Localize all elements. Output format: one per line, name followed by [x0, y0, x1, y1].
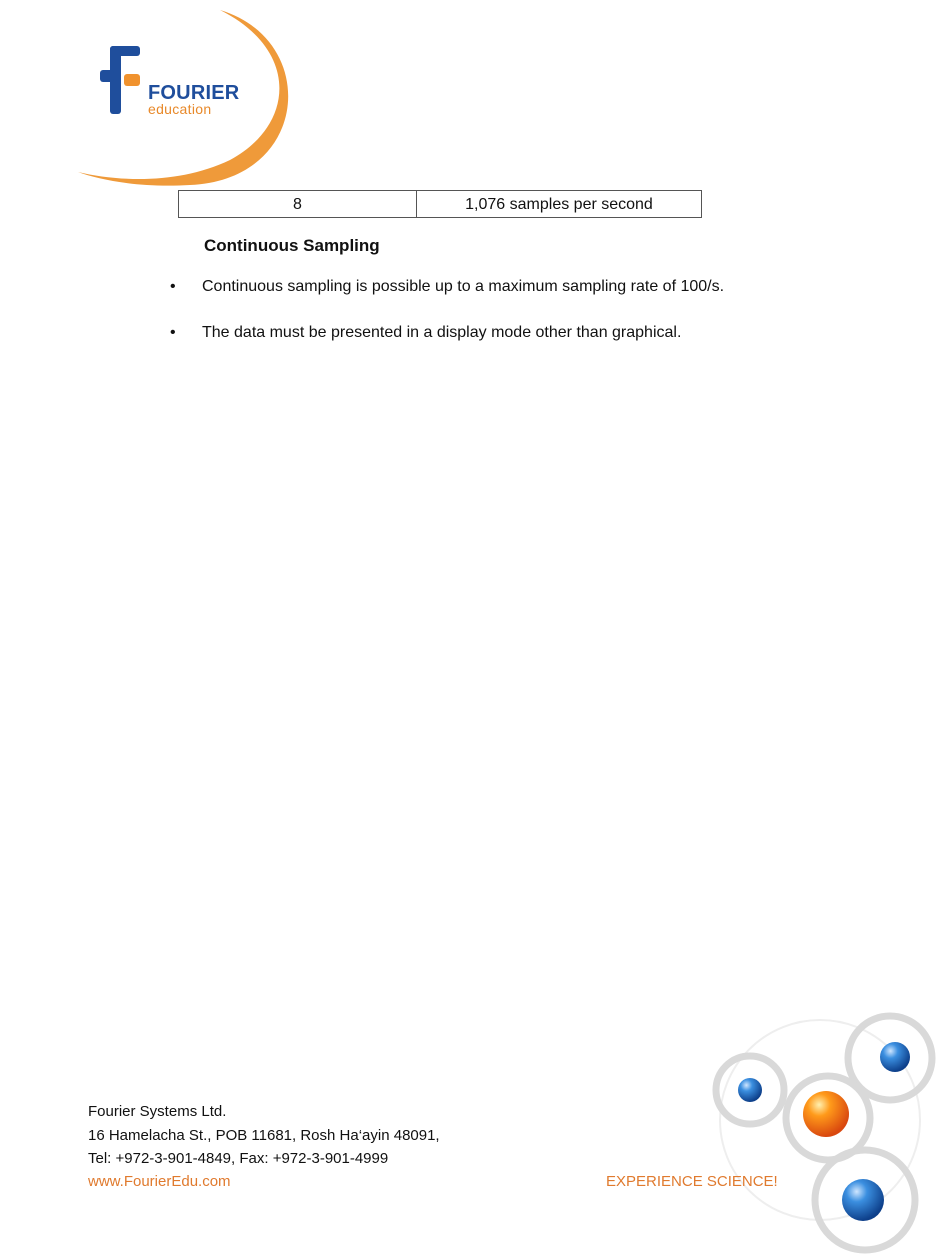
footer-website-link[interactable]: www.FourierEdu.com — [88, 1173, 231, 1190]
table-cell-value: 8 — [179, 191, 417, 218]
footer-address: 16 Hamelacha St., POB 11681, Rosh Ha‘ayin 48091, — [88, 1127, 440, 1144]
brand-name: FOURIER — [148, 82, 240, 104]
brand-subtitle: education — [148, 101, 212, 117]
bullet-icon: • — [170, 324, 176, 341]
footer-contact: Tel: +972-3-901-4849, Fax: +972-3-901-4999 — [88, 1150, 389, 1167]
sampling-rate-table — [178, 190, 702, 218]
fourier-logo-icon — [98, 44, 146, 116]
footer-company: Fourier Systems Ltd. — [88, 1103, 227, 1120]
list-item-text: The data must be presented in a display mode other than graphical. — [202, 324, 682, 341]
list-item — [170, 323, 752, 343]
table-row — [179, 191, 702, 218]
section-heading: Continuous Sampling — [204, 236, 380, 255]
bullet-icon: • — [170, 278, 176, 295]
table-cell-rate: 1,076 samples per second — [417, 191, 702, 218]
list-item-text: Continuous sampling is possible up to a maximum sampling rate of 100/s. — [202, 278, 725, 295]
bubbles-decoration-icon — [700, 1010, 945, 1254]
list-item — [170, 277, 752, 297]
footer-slogan: EXPERIENCE SCIENCE! — [606, 1173, 778, 1190]
